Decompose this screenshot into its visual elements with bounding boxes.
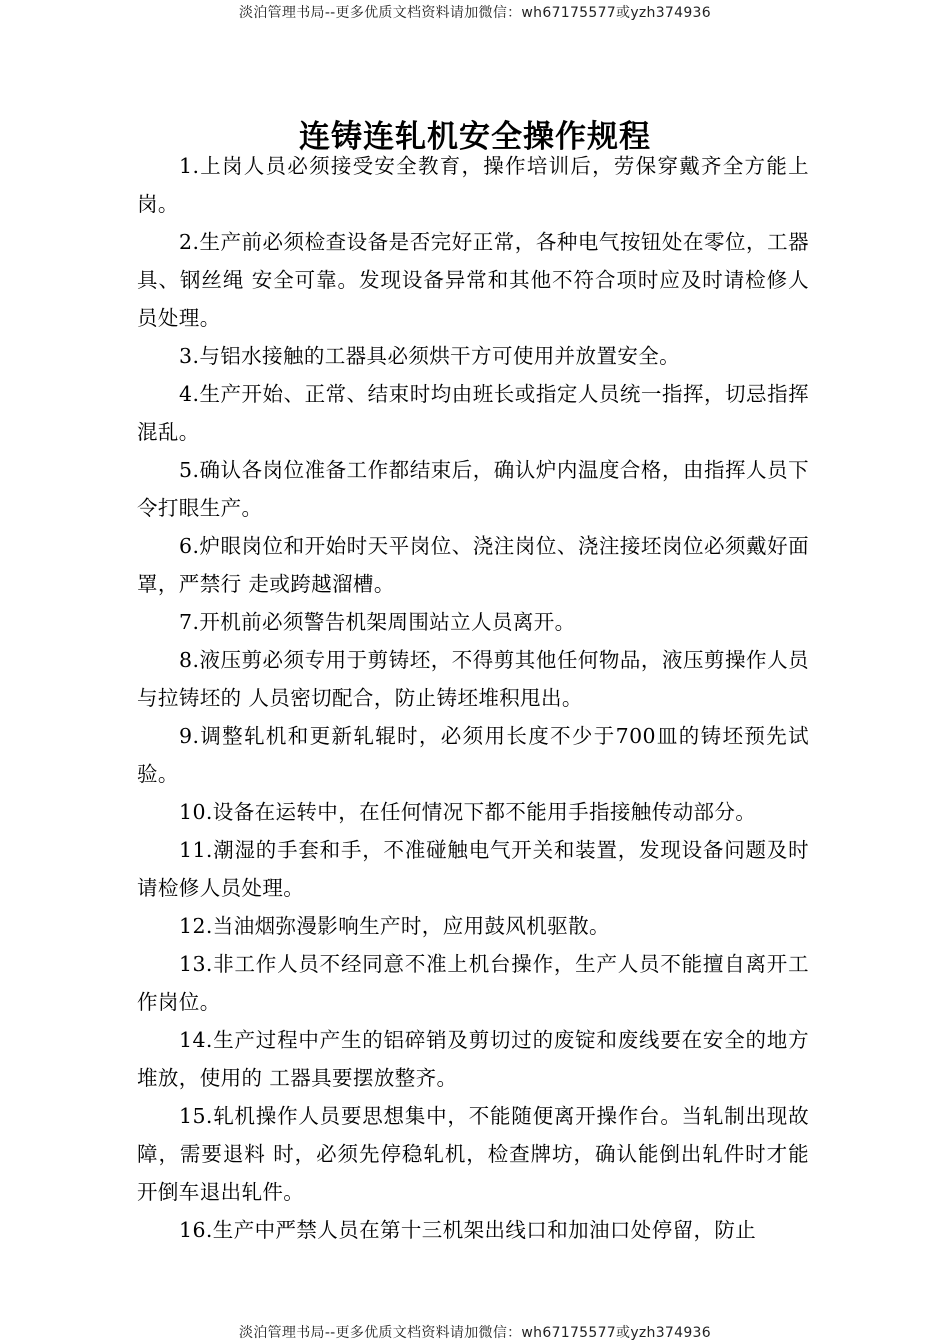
rule-item: 3.与铝水接触的工器具必须烘干方可使用并放置安全。 — [179, 344, 681, 368]
rule-item: 2.生产前必须检查设备是否完好正常，各种电气按钮处在零位，工器具、钢丝绳 安全可靠。发现设备异常和其他不符合项时应及时请检修人员处理。 — [137, 230, 809, 330]
rule-item: 8.液压剪必须专用于剪铸坯，不得剪其他任何物品，液压剪操作人员与拉铸坯的 人员密切配合，防止铸坯堆积甩出。 — [137, 648, 809, 710]
rule-item: 11.潮湿的手套和手，不准碰触电气开关和装置，发现设备问题及时请检修人员处理。 — [137, 838, 809, 900]
rule-item: 1.上岗人员必须接受安全教育，操作培训后，劳保穿戴齐全方能上岗。 — [137, 154, 809, 216]
rule-item: 7.开机前必须警告机架周围站立人员离开。 — [179, 610, 576, 634]
rule-item: 10.设备在运转中，在任何情况下都不能用手指接触传动部分。 — [179, 800, 757, 824]
page-footer-watermark: 淡泊管理书局--更多优质文档资料请加微信：wh67175577或yzh374936 — [239, 1325, 711, 1341]
rule-item: 5.确认各岗位准备工作都结束后，确认炉内温度合格，由指挥人员下令打眼生产。 — [137, 458, 809, 520]
rule-item: 9.调整轧机和更新轧辊时，必须用长度不少于700皿的铸坯预先试验。 — [137, 724, 809, 786]
document-title: 连铸连轧机安全操作规程 — [299, 118, 651, 155]
rule-item: 14.生产过程中产生的铝碎销及剪切过的废锭和废线要在安全的地方堆放，使用的 工器具要摆放整齐。 — [137, 1028, 809, 1090]
rule-item: 6.炉眼岗位和开始时天平岗位、浇注岗位、浇注接坯岗位必须戴好面罩，严禁行 走或跨越溜槽。 — [137, 534, 809, 596]
rule-item: 16.生产中严禁人员在第十三机架出线口和加油口处停留，防止 — [179, 1218, 757, 1242]
rule-item: 12.当油烟弥漫影响生产时，应用鼓风机驱散。 — [179, 914, 610, 938]
rule-item: 15.轧机操作人员要思想集中，不能随便离开操作台。当轧制出现故障，需要退料 时，必须先停稳轧机，检查牌坊，确认能倒出轧件时才能开倒车退出轧件。 — [137, 1104, 809, 1204]
rule-item: 13.非工作人员不经同意不准上机台操作，生产人员不能擅自离开工作岗位。 — [137, 952, 809, 1014]
rule-item: 4.生产开始、正常、结束时均由班长或指定人员统一指挥，切忌指挥混乱。 — [137, 382, 809, 444]
rules-body — [137, 147, 809, 1249]
page-header-watermark: 淡泊管理书局--更多优质文档资料请加微信：wh67175577或yzh374936 — [239, 5, 711, 21]
